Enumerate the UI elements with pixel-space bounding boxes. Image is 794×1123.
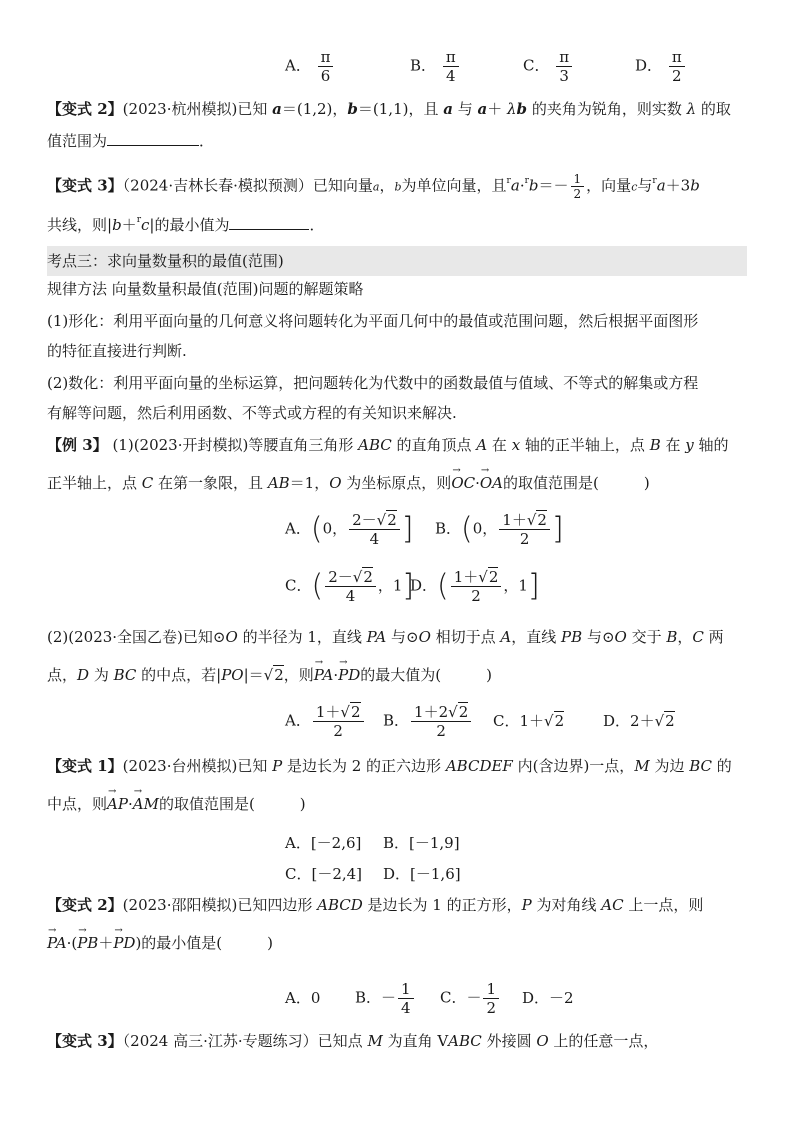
method-1-line1: (1)形化：利用平面向量的几何意义将问题转化为平面几何中的最值或范围问题，然后根据平面图形 <box>47 312 699 330</box>
example-3-q2-line2: 点，D 为 BC 的中点，若|PO|＝√2，则→ PA·→ PD的最大值为( ) <box>47 664 747 686</box>
ex3-q1-options-row1: A．(0， $\frac{2-√2}{4}$ ] B．(0， $\frac{1+√2}{2}$ ] <box>285 511 564 548</box>
ex3-q1-options-row2: C．( $\frac{2-√2}{4}$ ，1]D．( $\frac{1+√2}{2}$ ，1] <box>285 568 540 605</box>
method-title: 规律方法 向量数量积最值(范围)问题的解题策略 <box>47 280 364 298</box>
answer-blank <box>229 215 309 230</box>
variant-1-line1: 【变式 1】(2023·台州模拟)已知 P 是边长为 2 的正六边形 ABCDEF 内(含边界)一点，M 为边 BC 的 <box>47 757 732 775</box>
prev-options: A． $\frac{\pi}{6}$ B． $\frac{\pi}{4}$ C． $\frac{\pi}{3}$ D． $\frac{\pi}{2}$ <box>285 48 687 85</box>
example-3-line2: 正半轴上，点 C 在第一象限，且 AB＝1，O 为坐标原点，则→ OC·→ OA的取值范围是( ) <box>47 472 747 494</box>
variant-2a-line2: 值范围为 ． <box>47 132 215 150</box>
method-2-line2: 有解等问题，然后利用函数、不等式或方程的有关知识来解决. <box>47 404 457 422</box>
example-3-q2-line1: (2)(2023·全国乙卷)已知⊙O 的半径为 1，直线 PA 与⊙O 相切于点 A，直线 PB 与⊙O 交于 B，C 两 <box>47 628 724 646</box>
v2b-options: A．0 B．－ $\frac{1}{4}$ C．－ $\frac{1}{2}$ D．－2 <box>285 980 574 1017</box>
method-2-line1: (2)数化：利用平面向量的坐标运算，把问题转化为代数中的函数最值与值域、不等式的解集或方程 <box>47 374 699 392</box>
variant-2b-line1: 【变式 2】(2023·邵阳模拟)已知四边形 ABCD 是边长为 1 的正方形，P 为对角线 AC 上一点，则 <box>47 896 704 914</box>
variant-3b-line1: 【变式 3】（2024 高三·江苏·专题练习）已知点 M 为直角 VABC 外接圆 O 上的任意一点， <box>47 1032 659 1050</box>
v1-options-row2: C．[－2,4] D．[－1,6] <box>285 865 461 883</box>
section-title: 考点三：求向量数量积的最值(范围) <box>47 252 284 270</box>
variant-3a-line2: 共线，则|b＋$^r$c|的最小值为 ． <box>47 215 325 234</box>
example-3-line1: 【例 3】 (1)(2023·开封模拟)等腰直角三角形 ABC 的直角顶点 A 在 x 轴的正半轴上，点 B 在 y 轴的 <box>47 436 729 454</box>
answer-blank <box>107 131 199 146</box>
ex3-q2-options: A． $\frac{1+√2}{2}$ B． $\frac{1+2√2}{2}$ C．1＋√2 D．2＋√2 <box>285 703 675 740</box>
variant-1-line2: 中点，则→ AP·→ AM的取值范围是( ) <box>47 793 747 815</box>
variant-2a-line1: 【变式 2】(2023·杭州模拟)已知 a＝(1,2)，b＝(1,1)，且 a 与 a＋ λb 的夹角为锐角，则实数 λ 的取 <box>47 100 731 118</box>
variant-2b-line2: → PA·(→ PB＋→ PD)的最小值是( ) <box>47 932 747 954</box>
v1-options-row1: A．[－2,6] B．[－1,9] <box>285 834 460 852</box>
variant-3a-line1: 【变式 3】（2024·吉林长春·模拟预测）已知向量a，b为单位向量，且$^r$a·$^r$b＝－ $\frac{1}{2}$ ，向量c与$^r$a＋3b <box>47 172 700 201</box>
method-1-line2: 的特征直接进行判断. <box>47 342 187 360</box>
